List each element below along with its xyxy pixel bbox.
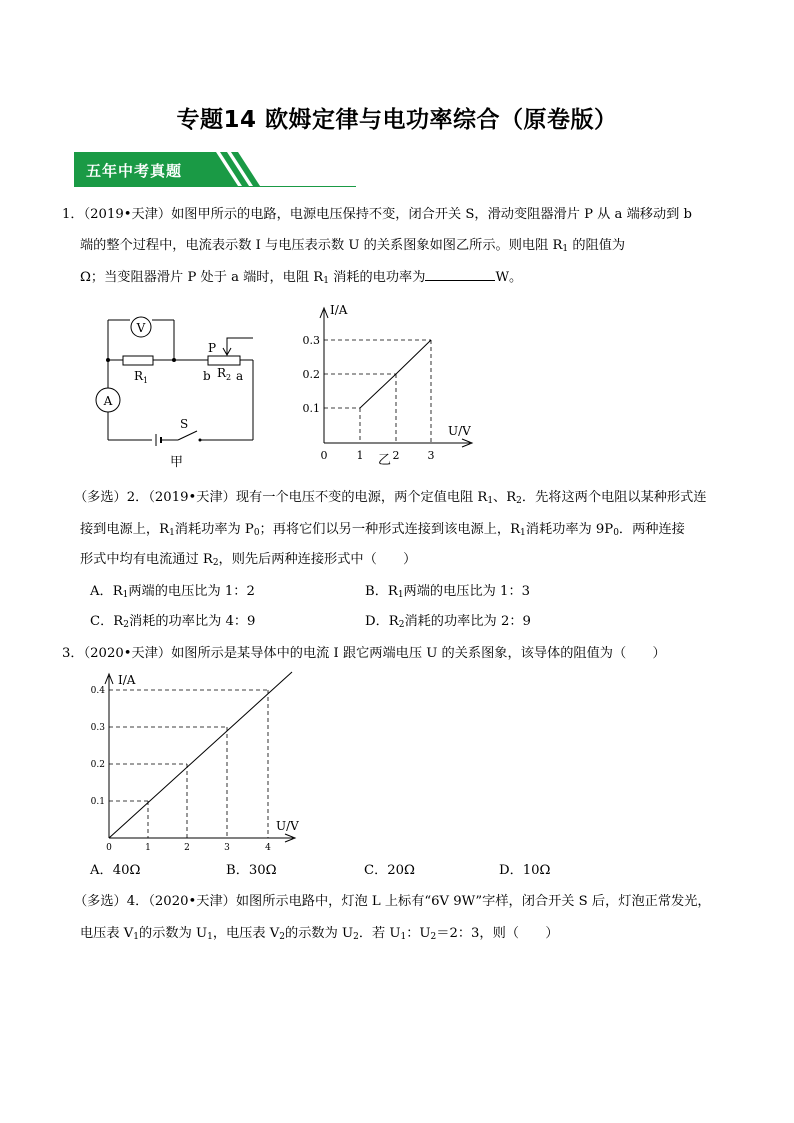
r1-label: $R_1$: [134, 369, 149, 385]
q3-option-c[interactable]: C．20Ω: [364, 863, 415, 878]
q2-line1: （多选）2．（2019•天津）现有一个电压不变的电源，两个定值电阻 $R_1$、$R_2$．先将这两个电阻以某种形式连: [74, 490, 707, 506]
y-tick: 0.1: [90, 797, 105, 807]
q2-option-c[interactable]: C．$R_2$消耗的功率比为 4：9: [90, 614, 256, 630]
q3-graph: [88, 668, 313, 858]
y-tick: 0.1: [302, 402, 320, 415]
answer-blank: [425, 268, 495, 281]
q1-line3: Ω；当变阻器滑片 P 处于 a 端时，电阻 $R_1$ 消耗的电功率为 W。: [80, 270, 523, 286]
x-tick: 3: [427, 449, 435, 462]
switch-label: S: [180, 417, 189, 431]
q2-line2: 接到电源上，$R_1$消耗功率为 $P_0$；再将它们以另一种形式连接到该电源上，$R_1$消耗功率为 $9P_0$．两种连接: [80, 522, 685, 538]
q2-option-b[interactable]: B．$R_1$两端的电压比为 1：3: [365, 584, 531, 600]
circuit-diagram: [90, 308, 270, 473]
q2-option-d[interactable]: D．$R_2$消耗的功率比为 2：9: [365, 614, 531, 630]
x-tick: 2: [184, 843, 190, 853]
x-axis-label: U/V: [276, 819, 299, 833]
end-a-label: a: [236, 369, 244, 383]
x-tick: 4: [265, 843, 271, 853]
x-tick: 0: [320, 449, 328, 462]
x-tick: 1: [356, 449, 364, 462]
slider-p-label: P: [208, 341, 217, 355]
r2-label: $R_2$: [217, 366, 232, 382]
section-banner-label: 五年中考真题: [86, 162, 183, 180]
q3-option-a[interactable]: A．40Ω: [90, 863, 141, 878]
y-tick: 0.2: [302, 368, 320, 381]
x-tick: 1: [145, 843, 151, 853]
q3-option-b[interactable]: B．30Ω: [226, 863, 277, 878]
q3-option-d[interactable]: D．10Ω: [499, 863, 551, 878]
q4-line1: （多选）4．（2020•天津）如图所示电路中，灯泡 L 上标有“6V 9W”字样，闭合开关 S 后，灯泡正常发光，: [74, 894, 711, 909]
q1-line1: 1．（2019•天津）如图甲所示的电路，电源电压保持不变，闭合开关 S，滑动变阻器滑片 P 从 a 端移动到 b: [62, 207, 692, 222]
y-tick: 0.3: [302, 334, 320, 347]
page-title: 专题14 欧姆定律与电功率综合（原卷版）: [176, 107, 618, 133]
q1-graph: [300, 300, 480, 465]
y-tick: 0.2: [90, 760, 105, 770]
x-tick: 0: [106, 843, 112, 853]
ammeter-label: A: [103, 394, 113, 408]
q1-line2: 端的整个过程中，电流表示数 I 与电压表示数 U 的关系图象如图乙所示。则电阻 $R_1$ 的阻值为: [80, 238, 626, 254]
q3-line1: 3．（2020•天津）如图所示是某导体中的电流 I 跟它两端电压 U 的关系图象，该导体的阻值为（ ）: [62, 646, 666, 661]
y-tick: 0.3: [90, 723, 105, 733]
circuit-caption: 甲: [170, 455, 184, 470]
q4-line2: 电压表 $V_1$的示数为 $U_1$，电压表 $V_2$的示数为 $U_2$．若 $U_1$：$U_2=2$：3，则（ ）: [80, 926, 559, 942]
y-tick: 0.4: [90, 686, 105, 696]
q2-line3: 形式中均有电流通过 $R_2$，则先后两种连接形式中（ ）: [80, 552, 417, 568]
x-axis-label: U/V: [448, 424, 471, 438]
voltmeter-label: V: [136, 321, 146, 335]
q2-option-a[interactable]: A．$R_1$两端的电压比为 1：2: [90, 584, 255, 600]
x-tick: 2: [392, 449, 400, 462]
end-b-label: b: [203, 369, 211, 383]
y-axis-label: I/A: [330, 303, 348, 317]
graph-caption: 乙: [378, 453, 392, 465]
x-tick: 3: [224, 843, 230, 853]
y-axis-label: I/A: [118, 673, 136, 687]
